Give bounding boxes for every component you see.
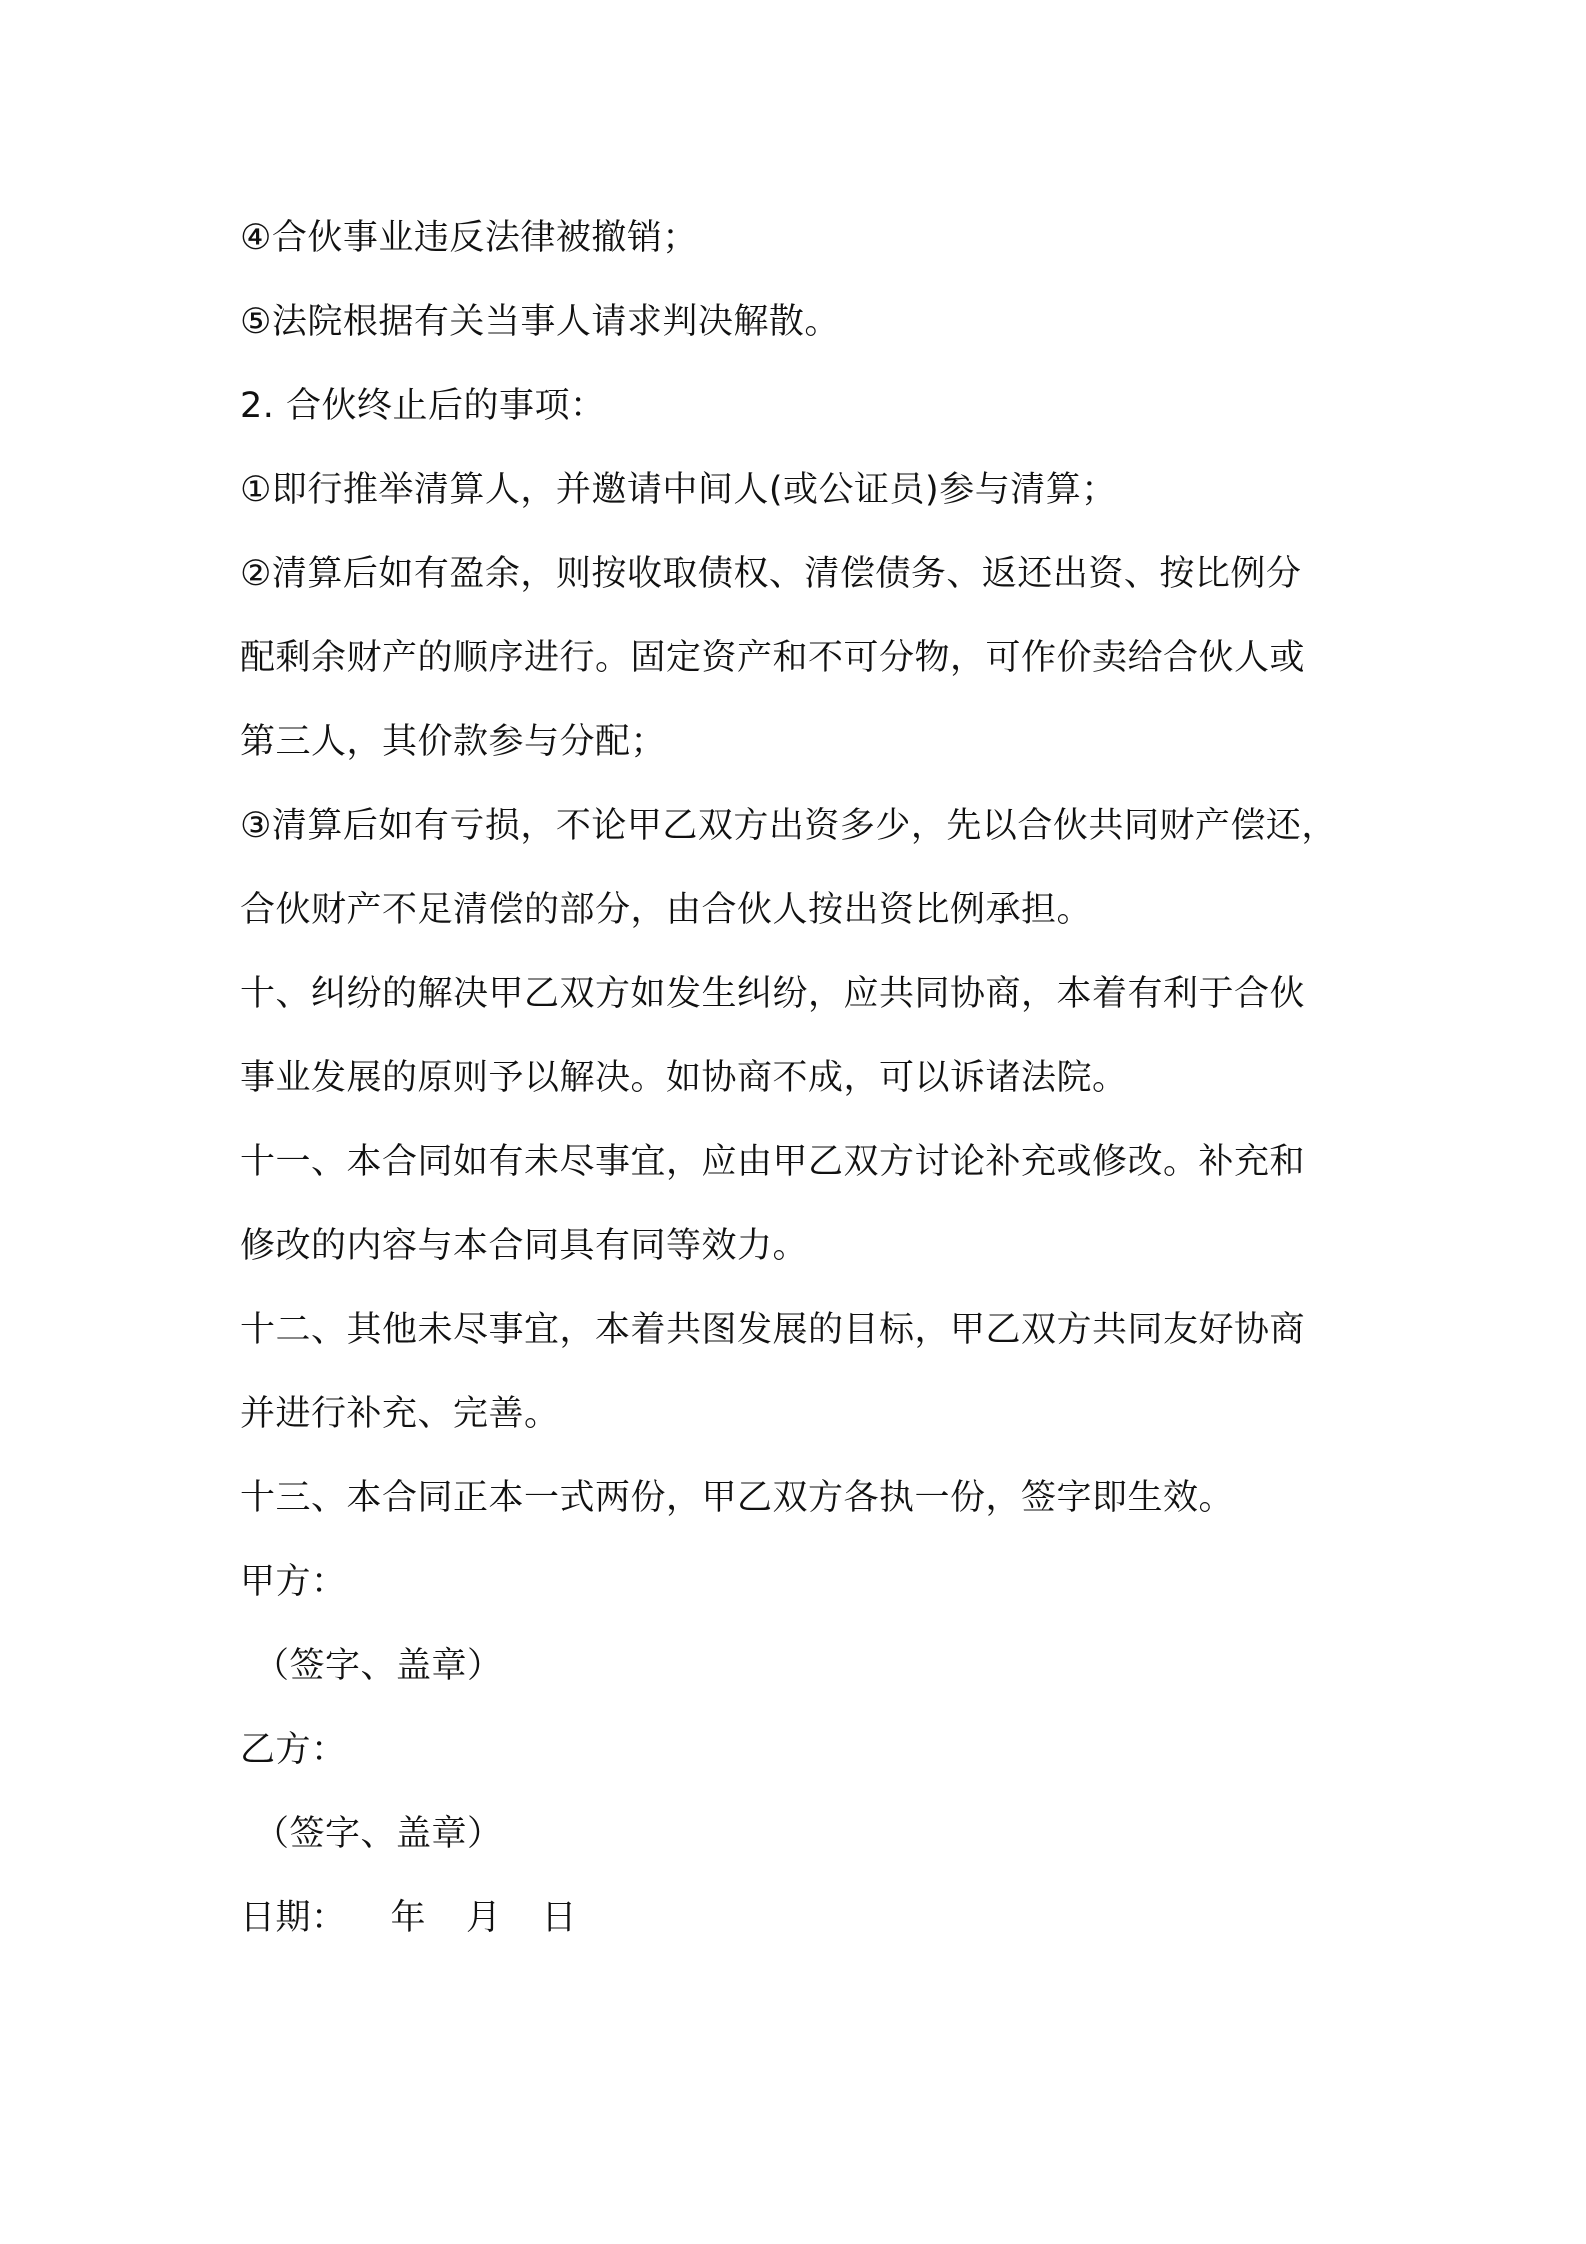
clause-line: 十一、本合同如有未尽事宜，应由甲乙双方讨论补充或修改。补充和	[240, 1142, 1306, 1182]
section-heading: 2. 合伙终止后的事项：	[240, 386, 606, 426]
clause-line: 修改的内容与本合同具有同等效力。	[240, 1226, 809, 1266]
clause-line: ③清算后如有亏损，不论甲乙双方出资多少，先以合伙共同财产偿还，	[240, 806, 1337, 846]
clause-line: 配剩余财产的顺序进行。固定资产和不可分物，可作价卖给合伙人或	[240, 638, 1306, 678]
party-a-label: 甲方：	[240, 1562, 347, 1602]
month-label: 月	[466, 1898, 502, 1938]
party-a-signature-note: （签字、盖章）	[254, 1646, 503, 1686]
year-label: 年	[390, 1898, 427, 1938]
date-row	[240, 1876, 1370, 1960]
clause-line: ①即行推举清算人，并邀请中间人(或公证员)参与清算；	[240, 470, 1117, 510]
clause-line: 第三人，其价款参与分配；	[240, 722, 667, 762]
clause-line: 十三、本合同正本一式两份，甲乙双方各执一份，签字即生效。	[240, 1478, 1235, 1518]
clause-line: 事业发展的原则予以解决。如协商不成，可以诉诸法院。	[240, 1058, 1128, 1098]
document-body	[240, 196, 1370, 1960]
clause-line: ④合伙事业违反法律被撤销；	[240, 218, 698, 258]
clause-line: 并进行补充、完善。	[240, 1394, 560, 1434]
day-label: 日	[541, 1898, 578, 1938]
party-b-signature-note: （签字、盖章）	[254, 1814, 503, 1854]
party-b-label: 乙方：	[240, 1730, 347, 1770]
clause-line: 十二、其他未尽事宜，本着共图发展的目标，甲乙双方共同友好协商	[240, 1310, 1306, 1350]
date-label: 日期：	[240, 1898, 347, 1938]
clause-line: ⑤法院根据有关当事人请求判决解散。	[240, 302, 840, 342]
clause-line: 十、纠纷的解决甲乙双方如发生纠纷，应共同协商，本着有利于合伙	[240, 974, 1306, 1014]
clause-line: 合伙财产不足清偿的部分，由合伙人按出资比例承担。	[240, 890, 1093, 930]
clause-line: ②清算后如有盈余，则按收取债权、清偿债务、返还出资、按比例分	[240, 554, 1302, 594]
